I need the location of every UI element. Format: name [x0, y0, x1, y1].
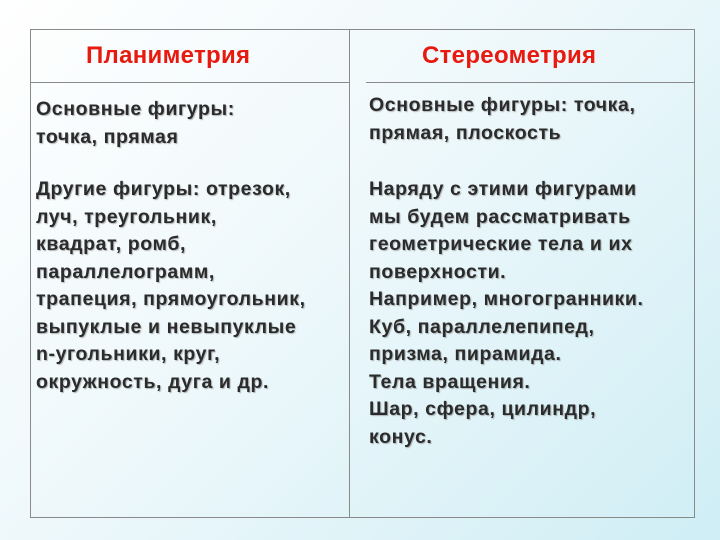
cell-stereometry-basic-figures: Основные фигуры: точка, прямая, плоскость	[369, 94, 636, 144]
header-planimetry: Планиметрия	[86, 42, 251, 69]
cell-planimetry-other-figures: Другие фигуры: отрезок, луч, треугольник, квадрат, ромб, параллелограмм, трапеция, прямоугольник, выпуклые и невыпуклые n-угольники, круг, окружность, дуга и др.	[36, 178, 306, 393]
header-divider-right	[366, 82, 695, 83]
header-divider-left	[30, 82, 349, 83]
cell-stereometry-other-figures: Наряду с этими фигурами мы будем рассматривать геометрические тела и их поверхности. Например, многогранники. Куб, параллелепипед, призма, пирамида. Тела вращения. Шар, сфера, цилиндр, конус.	[369, 178, 644, 448]
cell-planimetry-basic-figures: Основные фигуры: точка, прямая	[36, 98, 235, 148]
header-stereometry: Стереометрия	[422, 42, 597, 69]
column-divider	[349, 29, 350, 518]
